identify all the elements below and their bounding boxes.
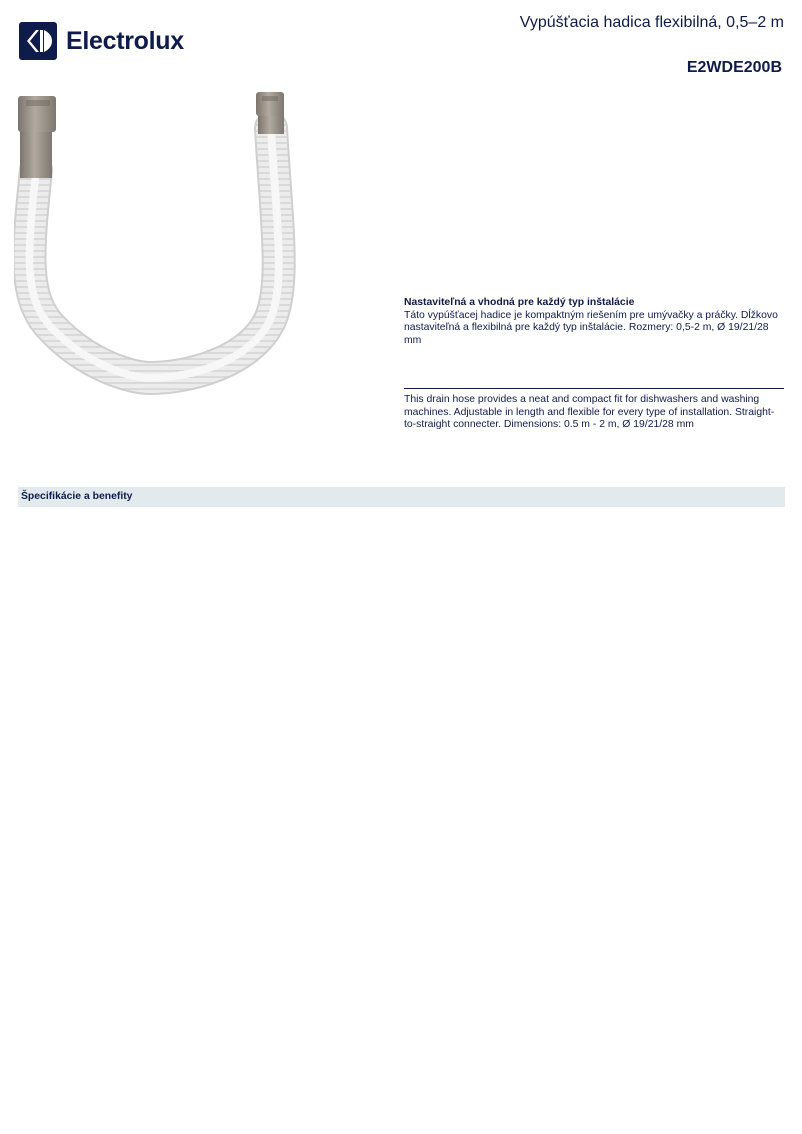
drain-hose-image [14, 88, 314, 408]
brand-name: Electrolux [66, 26, 184, 55]
specs-section-header: Špecifikácie a benefity [18, 487, 785, 507]
left-connector [18, 96, 56, 178]
description-en [404, 394, 784, 432]
description-divider [404, 388, 784, 389]
description-sk-heading: Nastaviteľná a vhodná pre každý typ inštalácie [404, 297, 635, 308]
description-en-body: This drain hose provides a neat and compact fit for dishwashers and washing machines. Adjustable in length and flexible for every type of installation. Straight-to-straight connecter. Dimensions: 0.5 m - 2 m, Ø 19/21/28 mm [404, 394, 775, 430]
description-sk-body: Táto vypúšťacej hadice je kompaktným riešením pre umývačky a práčky. Dĺžkovo nastaviteľná a flexibilná pre každý typ inštalácie. Rozmery: 0,5-2 m, Ø 19/21/28 mm [404, 309, 778, 346]
product-title: Vypúšťacia hadica flexibilná, 0,5–2 m [519, 14, 784, 31]
model-code: E2WDE200B [686, 59, 782, 76]
electrolux-logo [19, 22, 184, 60]
right-connector [256, 92, 284, 134]
electrolux-emblem-icon [19, 22, 57, 60]
description-sk [404, 297, 784, 347]
